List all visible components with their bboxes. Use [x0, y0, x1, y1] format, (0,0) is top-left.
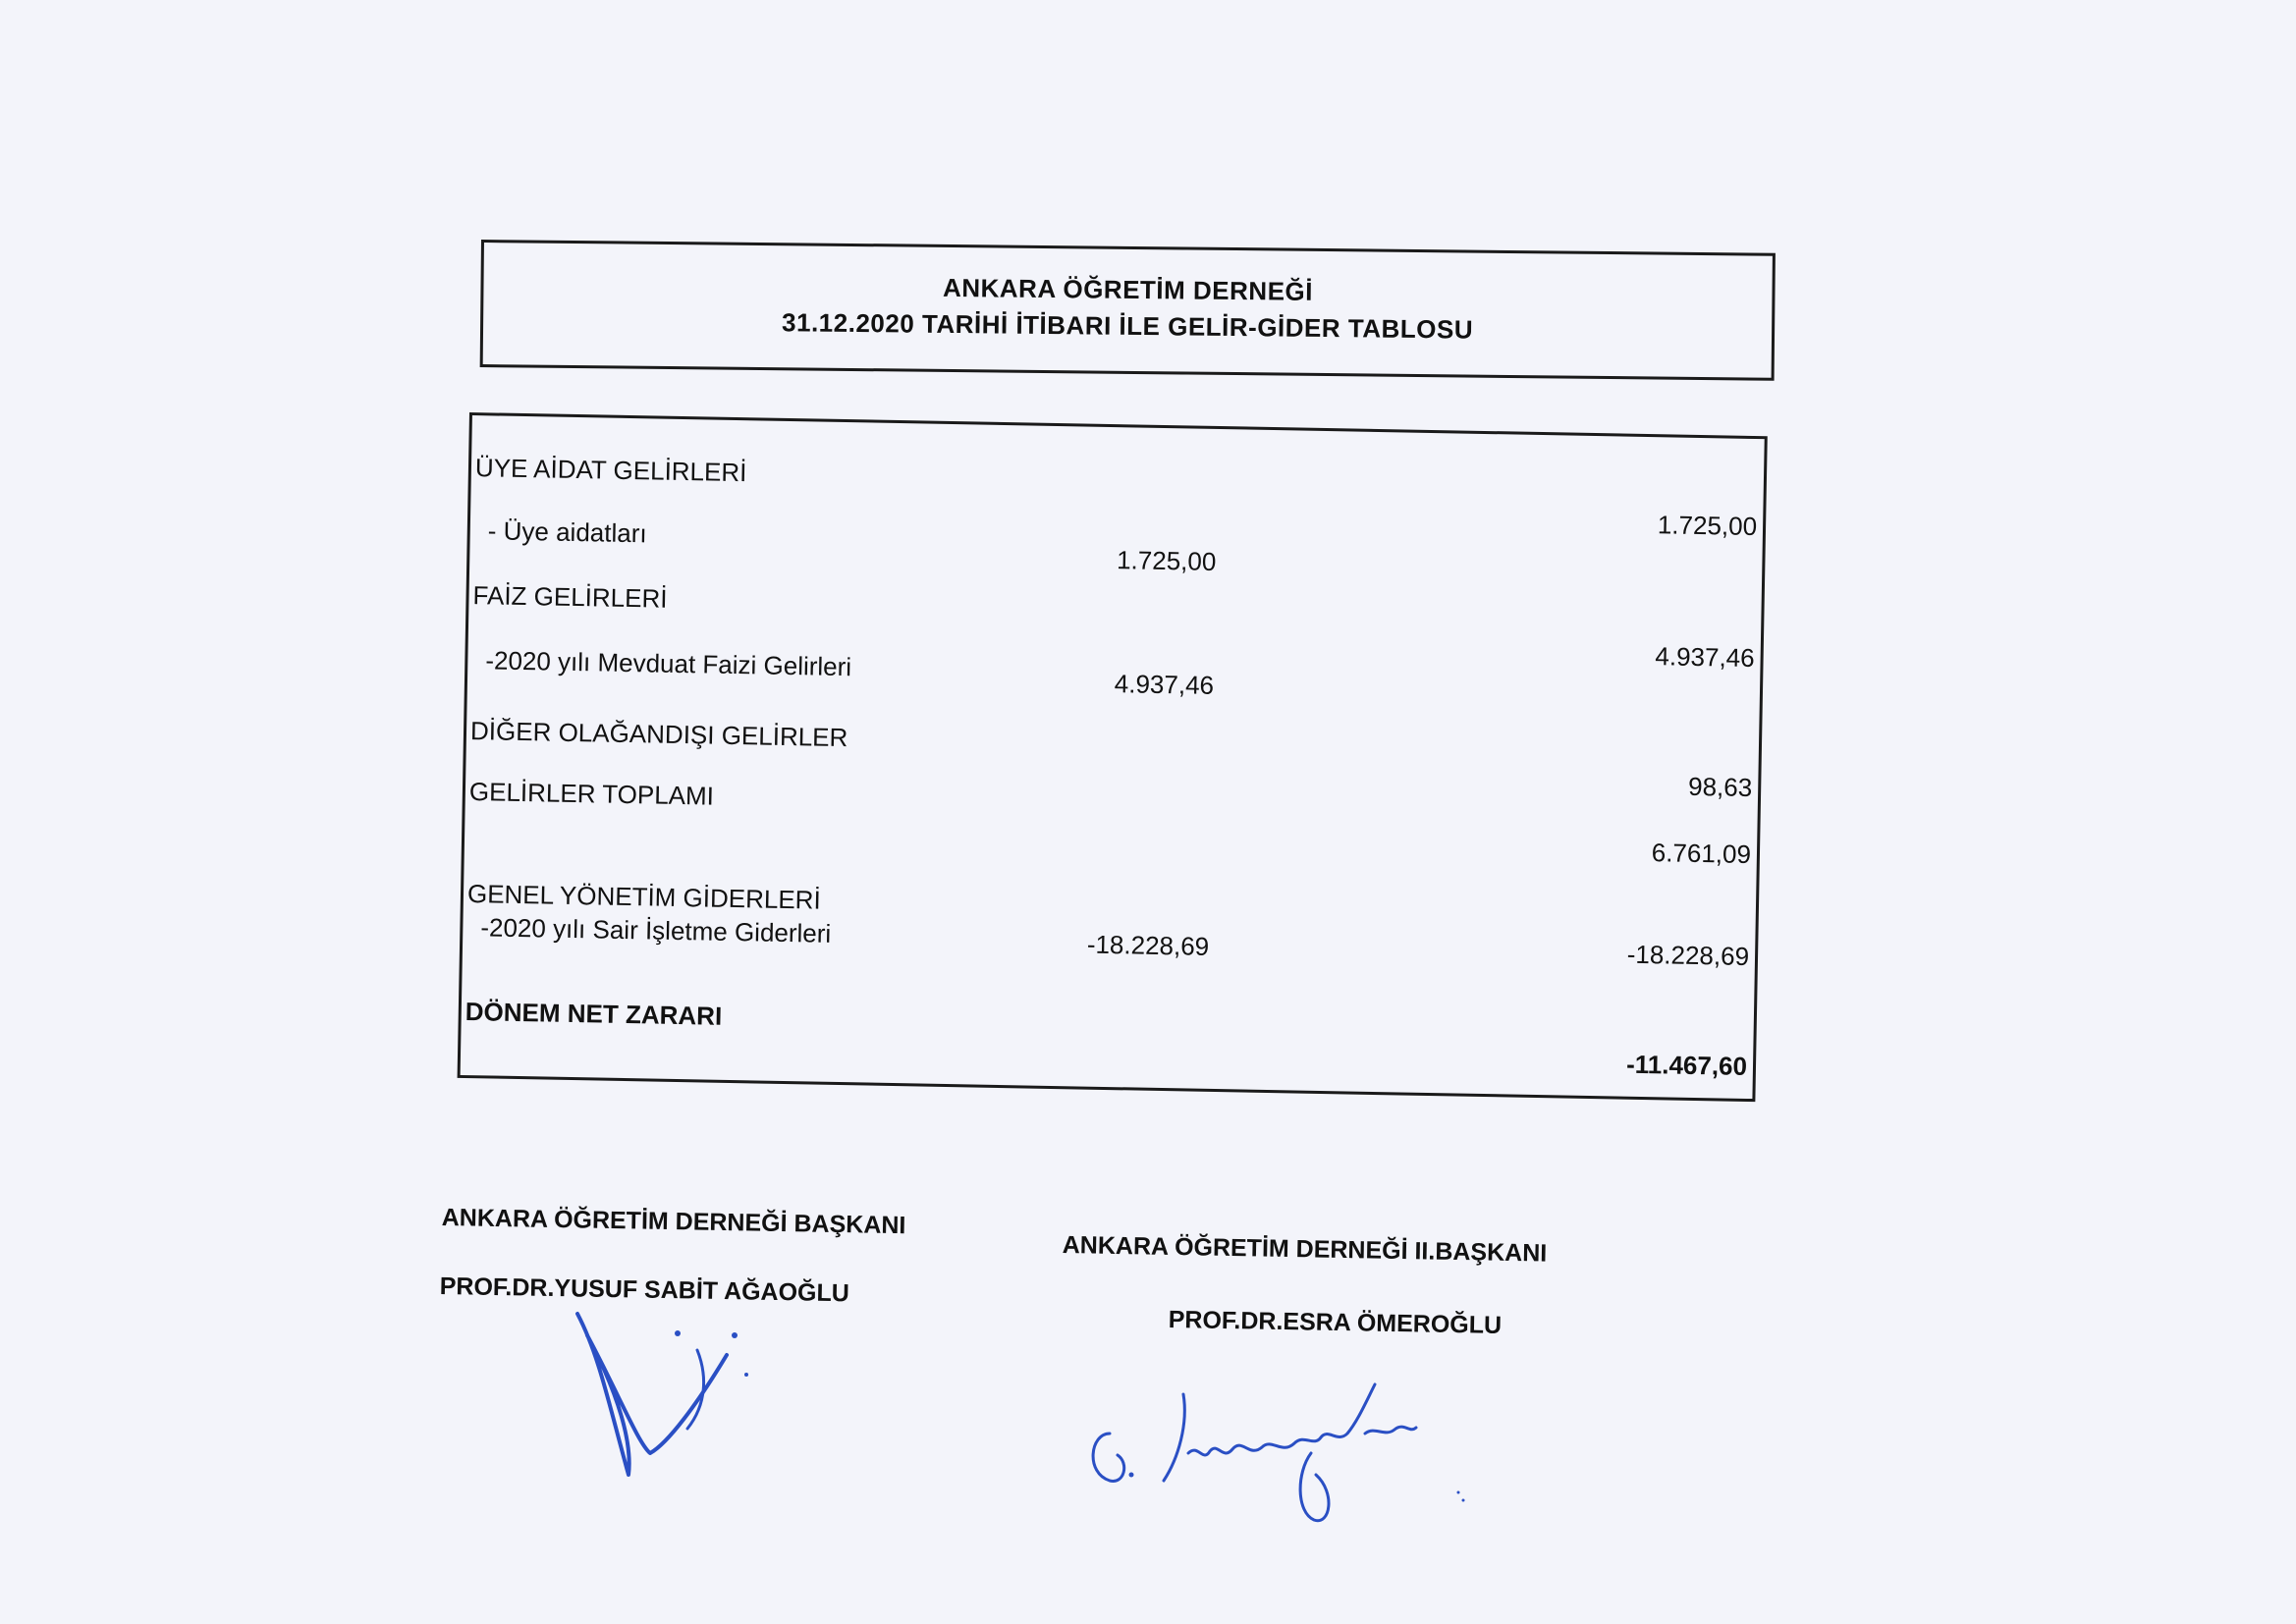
left-signatory-title: ANKARA ÖĞRETİM DERNEĞİ BAŞKANI: [441, 1204, 906, 1240]
row-label: -2020 yılı Mevduat Faizi Gelirleri: [485, 645, 852, 682]
right-signatory-title: ANKARA ÖĞRETİM DERNEĞİ II.BAŞKANI: [1062, 1231, 1548, 1268]
row-label: GELİRLER TOPLAMI: [468, 777, 715, 811]
left-signatory-name: PROF.DR.YUSUF SABİT AĞAOĞLU: [439, 1272, 850, 1308]
row-detail-amount: 4.937,46: [1114, 669, 1215, 700]
row-total: -11.467,60: [1625, 1049, 1748, 1081]
organization-name: ANKARA ÖĞRETİM DERNEĞİ: [942, 272, 1314, 306]
row-detail-amount: 1.725,00: [1116, 545, 1217, 576]
right-signature-image: [1070, 1365, 1483, 1542]
row-total: 4.937,46: [1655, 641, 1755, 674]
title-box: [480, 240, 1776, 381]
right-signatory-name: PROF.DR.ESRA ÖMEROĞLU: [1168, 1306, 1503, 1339]
row-detail-amount: -18.228,69: [1086, 929, 1210, 961]
income-expense-table: [458, 412, 1768, 1102]
row-total: 98,63: [1687, 771, 1753, 802]
row-label: DİĞER OLAĞANDIŞI GELİRLER: [469, 716, 848, 753]
left-signature-image: [560, 1296, 795, 1492]
row-total: 1.725,00: [1657, 510, 1758, 542]
row-label: -2020 yılı Sair İşletme Giderleri: [480, 912, 832, 948]
row-label: DÖNEM NET ZARARI: [465, 997, 723, 1031]
row-label: FAİZ GELİRLERİ: [472, 580, 668, 614]
row-label: ÜYE AİDAT GELİRLERİ: [474, 453, 747, 488]
statement-title: 31.12.2020 TARİHİ İTİBARI İLE GELİR-GİDER TABLOSU: [781, 307, 1474, 345]
row-total: -18.228,69: [1626, 939, 1750, 971]
row-label: - Üye aidatları: [487, 515, 647, 549]
row-total: 6.761,09: [1651, 838, 1752, 869]
row-label: GENEL YÖNETİM GİDERLERİ: [466, 879, 821, 915]
